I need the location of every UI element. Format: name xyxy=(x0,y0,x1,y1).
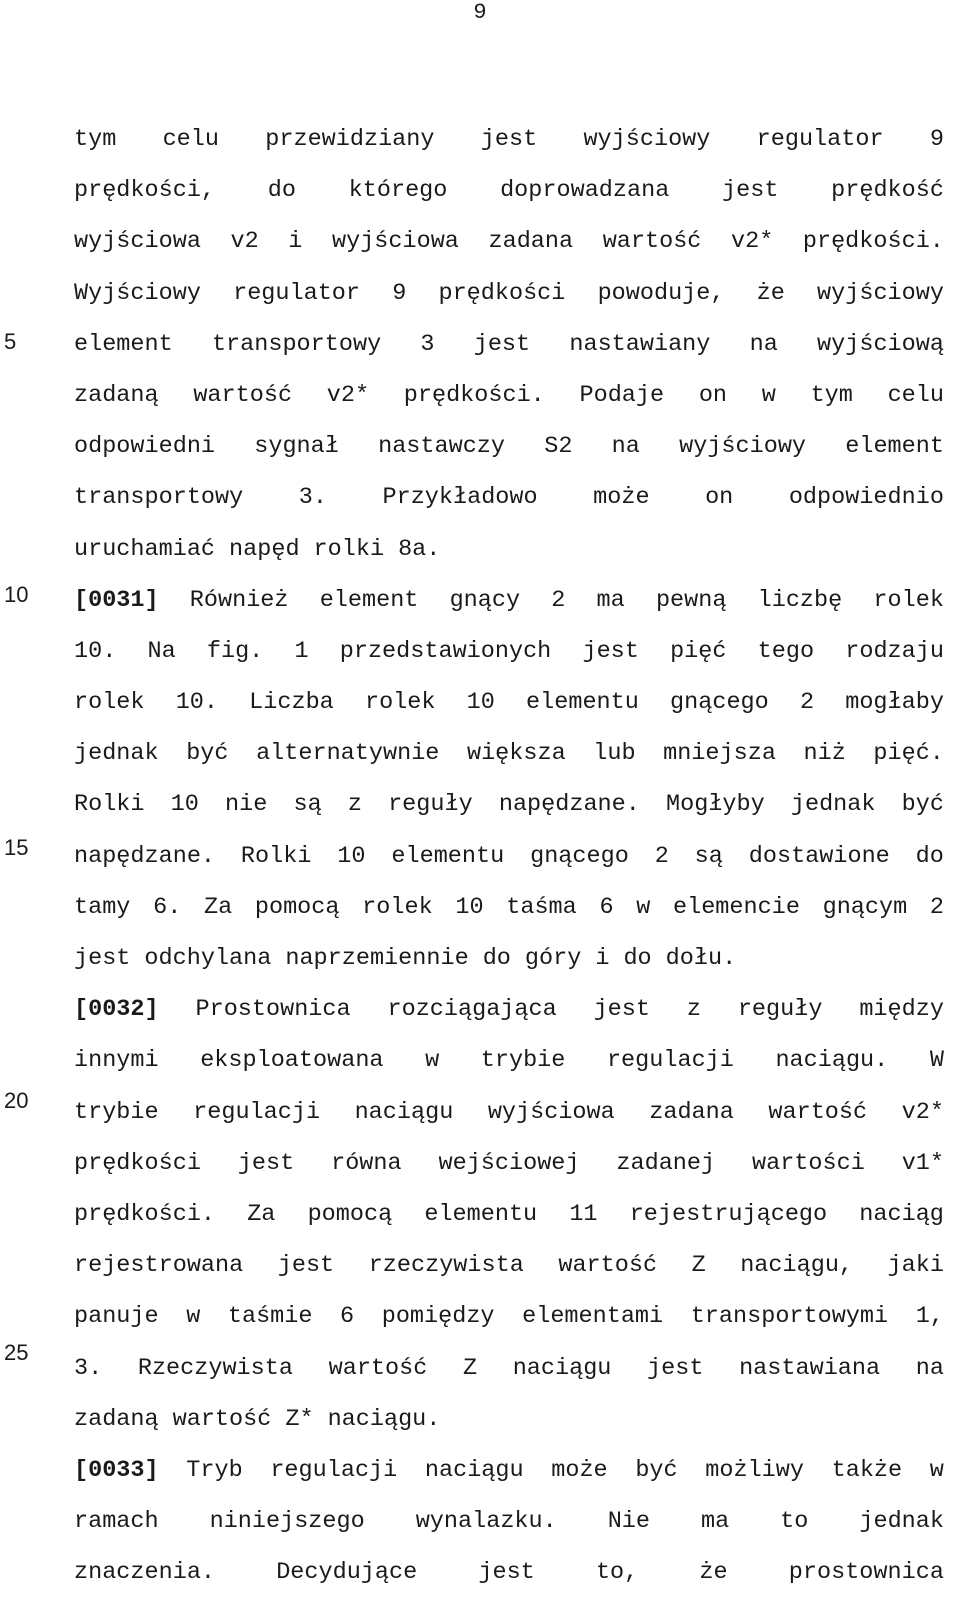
text-line xyxy=(74,1455,944,1506)
text-line xyxy=(74,892,944,943)
word: rolek xyxy=(364,689,436,717)
word: odchylana xyxy=(144,945,272,972)
word: 3. xyxy=(298,484,327,512)
word: elementu xyxy=(424,1200,538,1228)
word: rejestrującego xyxy=(629,1200,828,1228)
word: zadaną xyxy=(74,381,159,409)
line-number-10: 10 xyxy=(4,582,29,607)
word: zadana xyxy=(488,228,574,256)
word: gnącym xyxy=(822,893,908,921)
word: 2 xyxy=(654,842,669,870)
paragraph-tag: [0031] xyxy=(74,586,159,614)
text-line xyxy=(74,482,944,533)
text-line xyxy=(74,1199,944,1250)
word: v2 xyxy=(230,228,259,256)
word: ma xyxy=(700,1508,730,1536)
word: być xyxy=(186,740,229,768)
word: sygnał xyxy=(254,433,339,461)
word: 10 xyxy=(170,791,199,819)
word: naciąg xyxy=(859,1200,944,1228)
text-line xyxy=(74,1250,944,1301)
word: pomiędzy xyxy=(381,1303,495,1331)
word: jest xyxy=(237,1149,295,1177)
word: Prostownica xyxy=(195,996,351,1024)
word: elementu xyxy=(391,842,505,870)
word: nastawiany xyxy=(569,330,711,358)
word: rozciągająca xyxy=(387,996,557,1024)
word: mogłaby xyxy=(845,689,944,717)
word: on xyxy=(705,484,734,512)
document-body xyxy=(74,124,944,1608)
word: możliwy xyxy=(705,1456,804,1484)
word: wyjściowy xyxy=(679,433,807,461)
word: wartość xyxy=(558,1252,658,1280)
text-line xyxy=(74,738,944,789)
word: 10 xyxy=(337,842,366,870)
word: reguły xyxy=(388,791,473,819)
word: że xyxy=(756,279,785,307)
word: jest xyxy=(722,177,779,205)
word: tym xyxy=(74,126,117,153)
word: Tryb xyxy=(186,1456,243,1484)
word: są xyxy=(293,791,322,819)
word: v2* xyxy=(326,381,370,409)
word: wyjściową xyxy=(817,330,944,358)
word: prędkości, xyxy=(74,177,216,205)
word: wartość xyxy=(768,1098,868,1126)
word: zadana xyxy=(649,1098,734,1126)
word: 9 xyxy=(392,279,407,307)
word: niż xyxy=(803,740,846,768)
word: doprowadzana xyxy=(500,177,670,205)
word: jest xyxy=(582,637,639,665)
word: prędkości xyxy=(74,1149,201,1177)
word: napędzane. xyxy=(74,842,216,870)
word: odpowiednio xyxy=(788,484,944,512)
text-line xyxy=(74,585,944,636)
word: do xyxy=(267,177,296,205)
word: przedstawionych xyxy=(339,637,552,665)
word: prędkości. xyxy=(802,228,944,256)
word: są xyxy=(694,842,723,870)
word: S2 xyxy=(544,433,573,461)
word: wartość xyxy=(172,1405,272,1433)
word: nastawiana xyxy=(739,1354,881,1382)
text-line xyxy=(74,1097,944,1148)
word: jest xyxy=(277,1252,335,1280)
word: uruchamiać xyxy=(74,535,216,563)
text-line xyxy=(74,1045,944,1096)
word: elementu xyxy=(526,689,639,717)
text-line xyxy=(74,431,944,482)
word: może xyxy=(593,484,650,512)
word: 2 xyxy=(799,689,815,717)
word: zadanej xyxy=(616,1149,716,1177)
word: może xyxy=(551,1456,608,1484)
word: w xyxy=(636,893,651,921)
word: odpowiedni xyxy=(74,433,216,461)
word: napęd xyxy=(229,535,300,563)
word: Z* xyxy=(285,1405,314,1433)
word: Z xyxy=(691,1252,706,1280)
word: i xyxy=(595,945,610,972)
word: dostawione xyxy=(748,842,890,870)
word: 10. xyxy=(74,637,117,665)
word: do xyxy=(623,945,652,972)
word: v2* xyxy=(901,1098,944,1126)
line-number-15: 15 xyxy=(4,835,29,860)
word: liczbę xyxy=(757,586,843,614)
word: to xyxy=(780,1508,809,1536)
word: nastawczy xyxy=(378,433,506,461)
word: równa xyxy=(331,1149,402,1177)
word: naciągu. xyxy=(775,1047,889,1075)
text-line xyxy=(74,994,944,1045)
word: napędzane. xyxy=(498,791,640,819)
word: z xyxy=(686,996,701,1024)
word: transportowymi xyxy=(690,1303,889,1331)
text-line xyxy=(74,175,944,226)
text-line xyxy=(74,1404,944,1455)
word: także xyxy=(831,1456,903,1484)
text-line xyxy=(74,1301,944,1352)
word: w xyxy=(186,1303,201,1331)
word: tym xyxy=(810,381,853,409)
text-line xyxy=(74,1353,944,1404)
word: Również xyxy=(189,586,289,614)
page-number: 9 xyxy=(473,0,487,25)
word: ramach xyxy=(74,1508,159,1536)
word: 10 xyxy=(466,689,495,717)
word: prędkości. xyxy=(74,1200,216,1228)
word: między xyxy=(859,996,944,1024)
word: taśmie xyxy=(227,1303,313,1331)
word: mniejsza xyxy=(663,740,776,768)
word: trybie xyxy=(74,1098,159,1126)
word: pomocą xyxy=(254,893,340,921)
word: wyjściowa xyxy=(331,228,459,256)
word: być xyxy=(901,791,944,819)
word: wyjściowa xyxy=(487,1098,615,1126)
word: jednak xyxy=(859,1508,944,1536)
word: z xyxy=(347,791,362,819)
word: niniejszego xyxy=(209,1508,365,1536)
word: prędkość xyxy=(831,177,944,205)
word: elemencie xyxy=(673,893,800,921)
word: 2 xyxy=(551,586,566,614)
word: jaki xyxy=(887,1252,944,1280)
word: gnącego xyxy=(530,842,629,870)
paragraph-tag: [0032] xyxy=(74,996,159,1024)
word: tego xyxy=(757,637,815,665)
word: 10 xyxy=(455,893,484,921)
word: prędkości xyxy=(438,279,566,307)
word: wyjściowa xyxy=(74,228,201,256)
word: wartości xyxy=(751,1149,865,1177)
paragraph-tag: [0033] xyxy=(74,1456,159,1484)
word: wartość xyxy=(602,228,702,256)
line-number-25: 25 xyxy=(4,1340,29,1365)
word: element xyxy=(845,433,944,461)
word: wartość xyxy=(193,381,293,409)
word: naprzemiennie xyxy=(285,945,469,972)
word: Liczba xyxy=(249,689,334,717)
word: Mogłyby xyxy=(666,791,765,819)
word: Rolki xyxy=(74,791,145,819)
text-line xyxy=(74,687,944,738)
word: wejściowej xyxy=(438,1149,580,1177)
word: 6. xyxy=(153,893,182,921)
word: Rzeczywista xyxy=(137,1354,293,1382)
word: naciągu xyxy=(424,1456,524,1484)
word: Na xyxy=(147,637,176,665)
text-line xyxy=(74,226,944,277)
word: 1, xyxy=(915,1303,944,1331)
word: v1* xyxy=(901,1149,944,1177)
word: regulacji xyxy=(193,1098,321,1126)
word: dołu. xyxy=(665,945,737,972)
word: 8a. xyxy=(398,535,441,563)
word: lub xyxy=(593,740,636,768)
word: celu xyxy=(887,381,944,409)
word: W xyxy=(929,1047,944,1075)
word: jednak xyxy=(790,791,876,819)
word: to, xyxy=(595,1559,639,1587)
word: Decydujące xyxy=(276,1559,418,1587)
word: i xyxy=(288,228,303,256)
word: Podaje xyxy=(579,381,665,409)
word: naciągu, xyxy=(740,1252,854,1280)
word: 6 xyxy=(599,893,614,921)
word: na xyxy=(915,1354,944,1382)
word: do xyxy=(482,945,511,972)
word: pięć xyxy=(670,637,727,665)
line-number-20: 20 xyxy=(4,1088,29,1113)
text-line xyxy=(74,329,944,380)
word: jest xyxy=(480,126,538,153)
word: alternatywnie xyxy=(256,740,440,768)
word: jest xyxy=(478,1559,535,1587)
word: na xyxy=(749,330,778,358)
word: transportowy xyxy=(74,484,244,512)
word: regulacji xyxy=(270,1456,398,1484)
word: celu xyxy=(162,126,219,153)
word: którego xyxy=(348,177,448,205)
word: 10. xyxy=(175,689,218,717)
word: rolek xyxy=(74,689,145,717)
word: prostownica xyxy=(788,1559,944,1587)
word: naciągu xyxy=(512,1354,612,1382)
word: większa xyxy=(466,740,566,768)
word: w xyxy=(761,381,776,409)
text-line xyxy=(74,534,944,585)
word: wartość xyxy=(328,1354,428,1382)
word: pomocą xyxy=(307,1200,393,1228)
word: powoduje, xyxy=(597,279,725,307)
text-line xyxy=(74,636,944,687)
text-line xyxy=(74,1557,944,1608)
word: 11 xyxy=(569,1200,598,1228)
word: 3. xyxy=(74,1354,103,1382)
word: nie xyxy=(225,791,268,819)
word: jest xyxy=(74,945,131,972)
word: 1 xyxy=(294,637,309,665)
word: innymi xyxy=(74,1047,159,1075)
word: jest xyxy=(593,996,650,1024)
word: na xyxy=(611,433,640,461)
word: 2 xyxy=(929,893,944,921)
word: rejestrowana xyxy=(74,1252,244,1280)
word: naciągu xyxy=(354,1098,454,1126)
word: eksploatowana xyxy=(200,1047,384,1075)
word: element xyxy=(74,330,173,358)
word: jednak xyxy=(74,740,159,768)
word: elementami xyxy=(522,1303,664,1331)
word: rolki xyxy=(313,535,385,563)
word: góry xyxy=(524,945,582,972)
word: jest xyxy=(473,330,531,358)
text-line xyxy=(74,1506,944,1557)
word: rzeczywista xyxy=(368,1252,524,1280)
word: zadaną xyxy=(74,1405,159,1433)
word: prędkości. xyxy=(403,381,545,409)
word: gnący xyxy=(449,586,521,614)
word: naciągu. xyxy=(327,1405,441,1433)
word: 9 xyxy=(929,126,944,153)
word: transportowy xyxy=(211,330,382,358)
word: Za xyxy=(247,1200,276,1228)
word: rolek xyxy=(362,893,433,921)
word: w xyxy=(929,1456,944,1484)
word: Przykładowo xyxy=(382,484,538,512)
word: regulator xyxy=(233,279,361,307)
word: element xyxy=(319,586,419,614)
word: Wyjściowy xyxy=(74,279,201,307)
word: rodzaju xyxy=(845,637,944,665)
word: ma xyxy=(596,586,625,614)
word: v2* xyxy=(730,228,774,256)
word: 6 xyxy=(340,1303,355,1331)
word: rolek xyxy=(873,586,944,614)
word: gnącego xyxy=(670,689,769,717)
word: regulacji xyxy=(606,1047,734,1075)
text-line xyxy=(74,841,944,892)
word: Z xyxy=(462,1354,478,1382)
text-line xyxy=(74,380,944,431)
word: regulator xyxy=(756,126,884,153)
word: pięć. xyxy=(873,740,944,768)
word: pewną xyxy=(655,586,727,614)
word: on xyxy=(698,381,728,409)
word: przewidziany xyxy=(265,126,435,153)
text-line xyxy=(74,124,944,175)
word: być xyxy=(635,1456,678,1484)
word: jest xyxy=(647,1354,704,1382)
text-line xyxy=(74,789,944,840)
word: 3 xyxy=(420,330,435,358)
word: Rolki xyxy=(240,842,312,870)
word: fig. xyxy=(206,637,264,665)
word: Za xyxy=(203,893,233,921)
word: w xyxy=(425,1047,440,1075)
line-number-5: 5 xyxy=(4,329,17,354)
text-line xyxy=(74,278,944,329)
word: trybie xyxy=(480,1047,566,1075)
word: wyjściowy xyxy=(583,126,711,153)
word: wynalazku. xyxy=(415,1508,557,1536)
word: panuje xyxy=(74,1303,159,1331)
word: znaczenia. xyxy=(74,1559,216,1587)
word: do xyxy=(915,842,944,870)
word: że xyxy=(699,1559,728,1587)
word: Nie xyxy=(607,1508,651,1536)
word: wyjściowy xyxy=(817,279,944,307)
word: tamy xyxy=(74,893,131,921)
word: taśma xyxy=(506,893,577,921)
text-line xyxy=(74,943,944,994)
word: reguły xyxy=(737,996,823,1024)
text-line xyxy=(74,1148,944,1199)
